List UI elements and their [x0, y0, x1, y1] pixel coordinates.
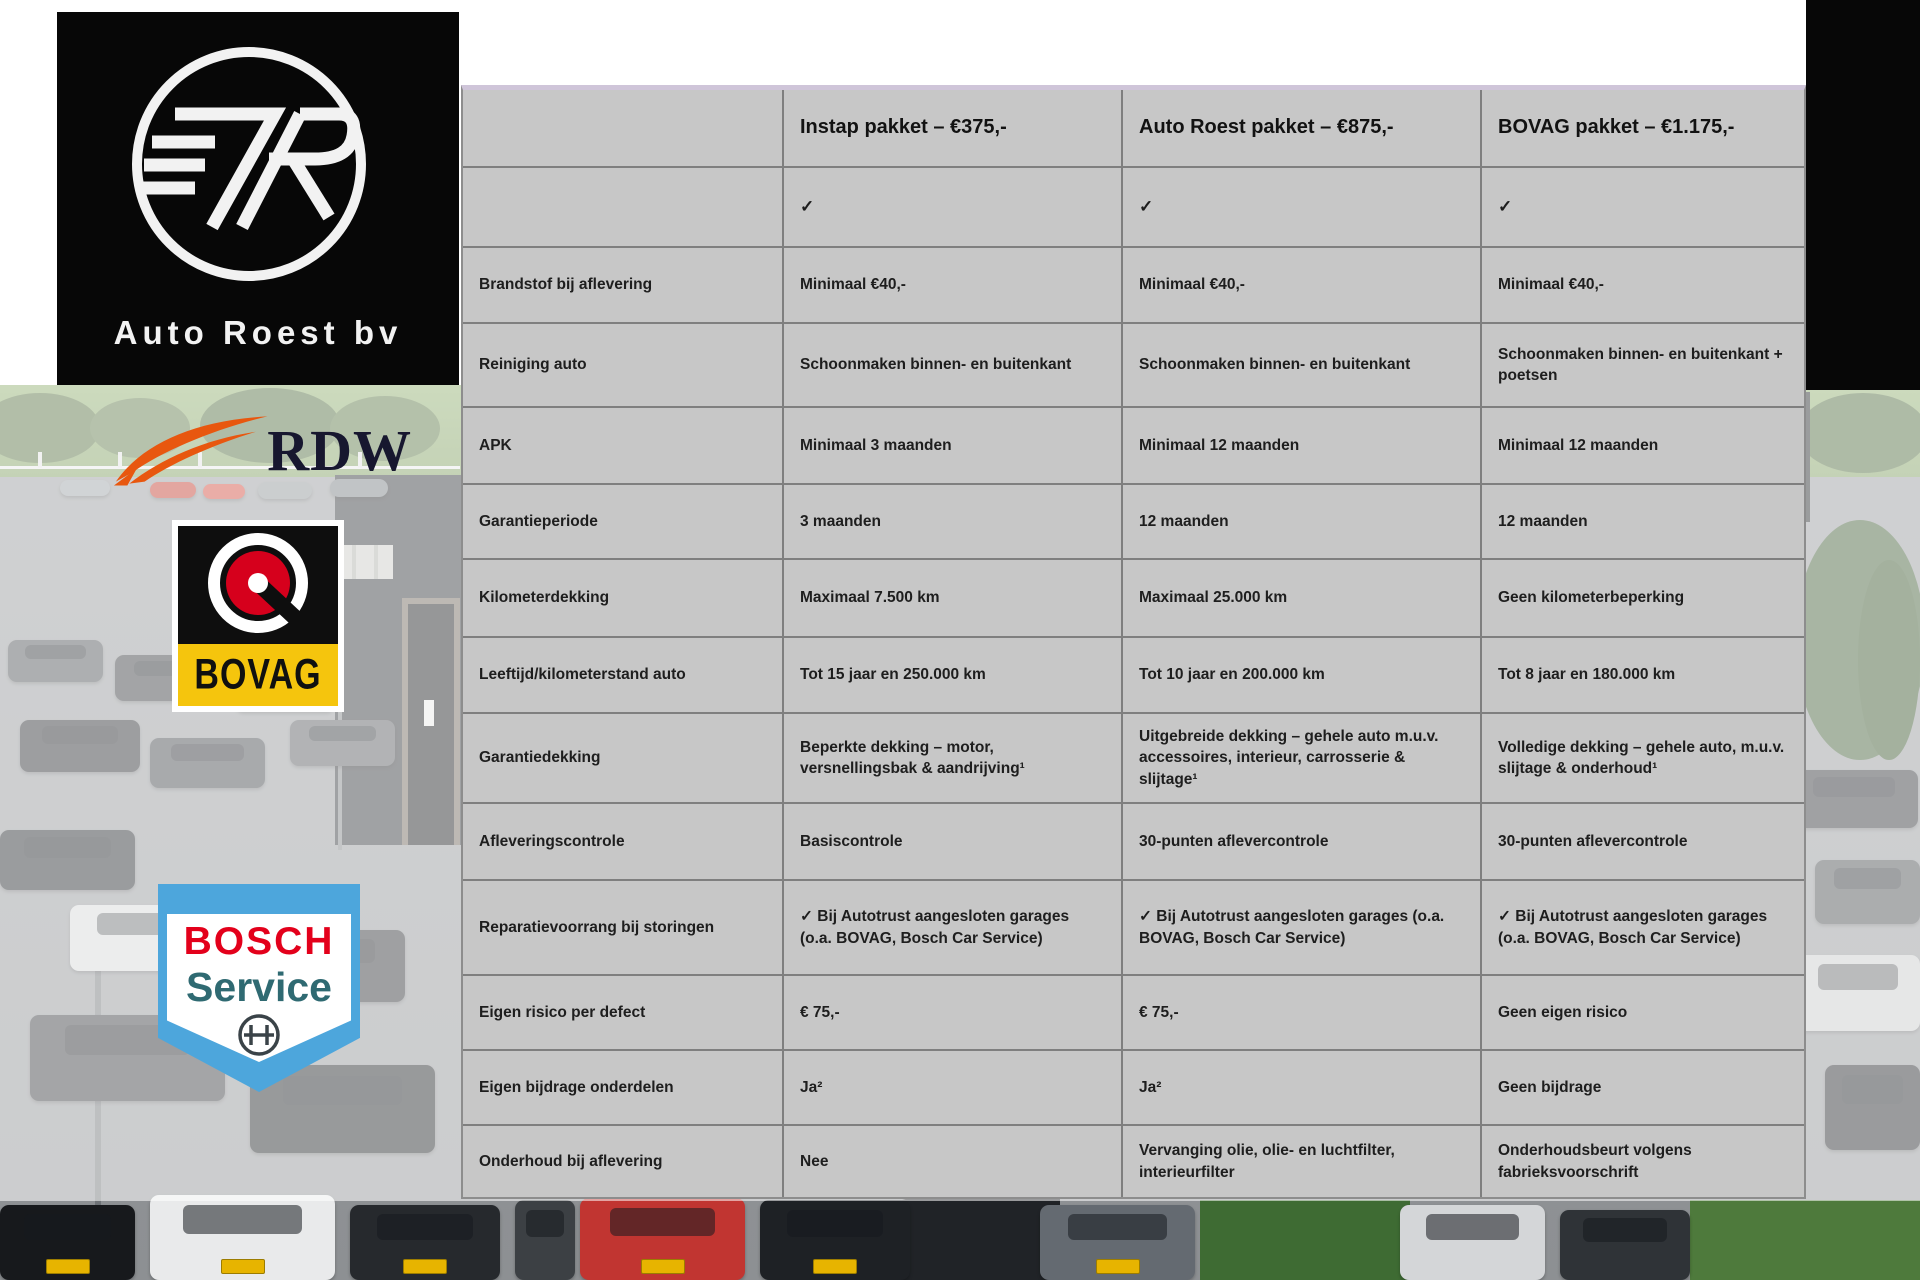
company-name: Auto Roest bv — [113, 314, 403, 351]
package-comparison-table — [461, 85, 1806, 1199]
column-header: Instap pakket – €375,- — [784, 90, 1121, 166]
table-cell: Onderhoudsbeurt volgens fabrieksvoorschrift — [1482, 1126, 1804, 1197]
row-label: Reiniging auto — [463, 324, 782, 406]
table-cell: Volledige dekking – gehele auto, m.u.v. slijtage & onderhoud¹ — [1482, 714, 1804, 802]
license-plate — [813, 1259, 857, 1274]
car — [350, 1205, 500, 1280]
table-cell: Maximaal 7.500 km — [784, 560, 1121, 636]
table-cell: Schoonmaken binnen- en buitenkant — [784, 324, 1121, 406]
car — [1400, 1205, 1545, 1280]
row-label: Onderhoud bij aflevering — [463, 1126, 782, 1197]
row-label: Leeftijd/kilometerstand auto — [463, 638, 782, 712]
car-windshield — [787, 1210, 883, 1237]
rdw-swoosh-icon — [112, 411, 273, 489]
car — [760, 1200, 910, 1280]
table-corner-cell — [463, 90, 782, 166]
car — [515, 1200, 575, 1280]
auto-roest-logo-panel — [57, 12, 459, 385]
row-label: Kilometerdekking — [463, 560, 782, 636]
row-label — [463, 168, 782, 246]
license-plate — [1096, 1259, 1140, 1274]
bovag-logo — [172, 520, 344, 712]
car — [150, 1195, 335, 1280]
table-cell: Vervanging olie, olie- en luchtfilter, interieurfilter — [1123, 1126, 1480, 1197]
car-windshield — [183, 1205, 301, 1234]
table-cell: ✓ Bij Autotrust aangesloten garages (o.a. BOVAG, Bosch Car Service) — [784, 881, 1121, 974]
license-plate — [403, 1259, 447, 1274]
table-cell: ✓ — [1123, 168, 1480, 246]
table-cell: ✓ — [1482, 168, 1804, 246]
car-windshield — [1583, 1218, 1666, 1242]
license-plate — [641, 1259, 685, 1274]
table-cell: Minimaal 12 maanden — [1123, 408, 1480, 483]
table-cell: ✓ Bij Autotrust aangesloten garages (o.a. BOVAG, Bosch Car Service) — [1123, 881, 1480, 974]
column-header: Auto Roest pakket – €875,- — [1123, 90, 1480, 166]
car-windshield — [526, 1210, 564, 1237]
table-cell: 12 maanden — [1482, 485, 1804, 558]
table-cell: 30-punten aflevercontrole — [1123, 804, 1480, 879]
table-cell: Tot 15 jaar en 250.000 km — [784, 638, 1121, 712]
bosch-service-wordmark: Service — [186, 964, 332, 1010]
table-cell: Tot 10 jaar en 200.000 km — [1123, 638, 1480, 712]
row-label: Brandstof bij aflevering — [463, 248, 782, 322]
table-cell: Maximaal 25.000 km — [1123, 560, 1480, 636]
table-cell: € 75,- — [1123, 976, 1480, 1049]
table-cell: Minimaal 3 maanden — [784, 408, 1121, 483]
rdw-logo — [112, 408, 412, 492]
car — [0, 1205, 135, 1280]
table-cell: 12 maanden — [1123, 485, 1480, 558]
bosch-service-logo — [158, 884, 360, 1092]
table-cell: Schoonmaken binnen- en buitenkant — [1123, 324, 1480, 406]
table-cell: Minimaal €40,- — [1123, 248, 1480, 322]
row-label: Garantiedekking — [463, 714, 782, 802]
auto-roest-logo-icon — [57, 12, 459, 312]
table-cell: Minimaal 12 maanden — [1482, 408, 1804, 483]
table-cell: Minimaal €40,- — [1482, 248, 1804, 322]
table-cell: € 75,- — [784, 976, 1121, 1049]
table-cell: 3 maanden — [784, 485, 1121, 558]
bosch-wordmark: BOSCH — [183, 920, 335, 963]
row-label: Reparatievoorrang bij storingen — [463, 881, 782, 974]
row-label: Eigen risico per defect — [463, 976, 782, 1049]
table-cell: ✓ — [784, 168, 1121, 246]
top-right-black-panel — [1806, 0, 1920, 390]
car-windshield — [1068, 1214, 1167, 1240]
table-cell: Beperkte dekking – motor, versnellingsbak & aandrijving¹ — [784, 714, 1121, 802]
rdw-wordmark: RDW — [267, 417, 412, 483]
row-label: Eigen bijdrage onderdelen — [463, 1051, 782, 1124]
license-plate — [46, 1259, 90, 1274]
table-cell: Geen kilometerbeperking — [1482, 560, 1804, 636]
car — [1040, 1205, 1195, 1280]
row-label: APK — [463, 408, 782, 483]
table-cell: Geen bijdrage — [1482, 1051, 1804, 1124]
table-cell: Minimaal €40,- — [784, 248, 1121, 322]
table-cell: 30-punten aflevercontrole — [1482, 804, 1804, 879]
table-cell: Ja² — [1123, 1051, 1480, 1124]
bovag-emblem-icon — [178, 526, 338, 644]
table-cell: Basiscontrole — [784, 804, 1121, 879]
car-windshield — [610, 1208, 716, 1236]
table-cell: Schoonmaken binnen- en buitenkant + poetsen — [1482, 324, 1804, 406]
table-cell: Geen eigen risico — [1482, 976, 1804, 1049]
car-windshield — [24, 1214, 110, 1240]
car — [580, 1198, 745, 1280]
car — [1560, 1210, 1690, 1280]
license-plate — [221, 1259, 265, 1274]
row-label: Afleveringscontrole — [463, 804, 782, 879]
photo-shape — [1690, 1200, 1920, 1280]
photo-shape — [1200, 1200, 1410, 1280]
row-label: Garantieperiode — [463, 485, 782, 558]
bovag-wordmark-band — [178, 644, 338, 706]
table-cell: Tot 8 jaar en 180.000 km — [1482, 638, 1804, 712]
table-cell: Uitgebreide dekking – gehele auto m.u.v. accessoires, interieur, carrosserie & slijtage¹ — [1123, 714, 1480, 802]
table-cell: Nee — [784, 1126, 1121, 1197]
table-cell: Ja² — [784, 1051, 1121, 1124]
bosch-armature-icon — [236, 1012, 282, 1058]
bovag-wordmark: BOVAG — [194, 650, 322, 699]
car-windshield — [1426, 1214, 1519, 1240]
car-windshield — [377, 1214, 473, 1240]
column-header: BOVAG pakket – €1.175,- — [1482, 90, 1804, 166]
table-cell: ✓ Bij Autotrust aangesloten garages (o.a. BOVAG, Bosch Car Service) — [1482, 881, 1804, 974]
